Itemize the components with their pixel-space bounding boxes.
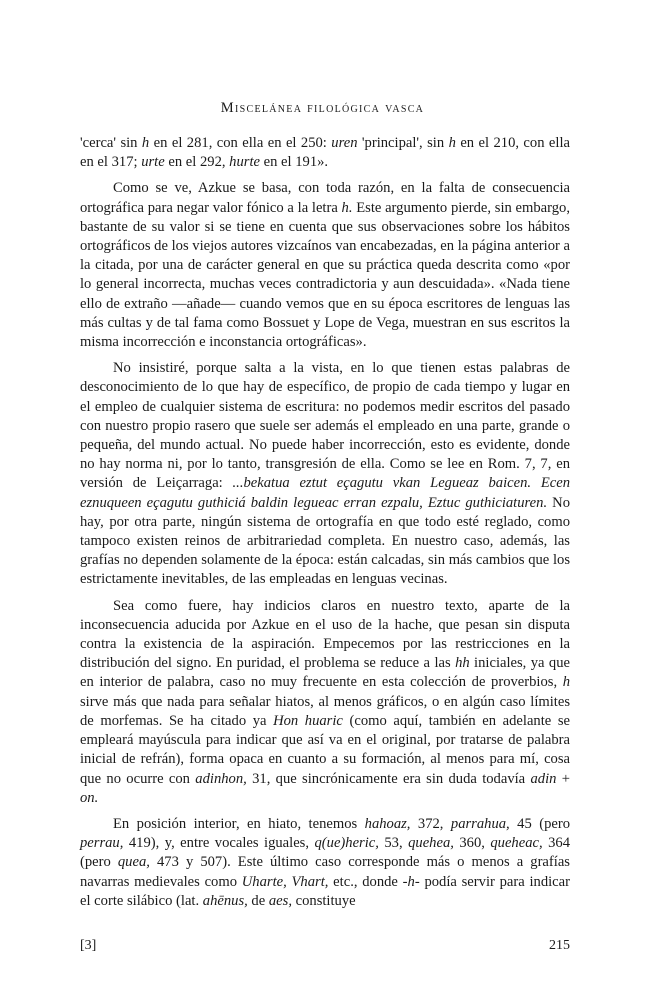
italic-text-segment: hurte xyxy=(229,154,260,171)
text-segment: 372, xyxy=(410,815,451,832)
text-segment: 360, xyxy=(453,835,491,852)
text-segment: (como aquí, también en adelante se empleará mayúscula para indicar que así va en el original, por tratarse de palabra inicial de refrán), forma opaca en cuanto a su formación, al menos para mí, cosa que no ocurre con xyxy=(80,712,571,787)
text-segment: etc., donde - xyxy=(328,873,408,890)
paragraph xyxy=(80,359,570,589)
italic-text-segment: h xyxy=(407,873,415,890)
text-segment: Este argumento pierde, sin embargo, bastante de su valor si se tiene en cuenta que sus observaciones sobre los hábitos ortográficos de los viejos autores vizcaínos van encabezadas, en la página anterior a la citada, por una de carácter general en que su práctica queda descrita como «por lo general incorrecta, muchas veces contradictoria y aun descuidada». «Nada tiene ello de extraño —añade— cuando vemos que en su época escritores de lenguas las más cultas y de tal fama como Bossuet y Lope de Vega, muestran en sus escritos la misma incorrección e inconstancia ortográficas». xyxy=(80,199,570,351)
text-segment: Como se ve, Azkue se basa, con toda razón, en la falta de consecuencia ortográfica para negar valor fónico a la letra xyxy=(80,180,570,216)
italic-text-segment: q(ue)heric, xyxy=(314,835,379,852)
page-number: 215 xyxy=(549,938,570,953)
italic-text-segment: hh xyxy=(455,655,470,672)
text-segment: 'cerca' sin xyxy=(80,135,142,151)
italic-text-segment: aes, xyxy=(268,892,292,909)
italic-text-segment: adinhon, xyxy=(195,770,247,787)
text-segment: iniciales, ya que en interior de palabra, caso no muy frecuente en esta colección de proverbios, xyxy=(80,655,570,691)
text-segment: 53, xyxy=(378,835,409,852)
section-number: [3] xyxy=(80,938,97,953)
text-segment: 'principal', sin xyxy=(357,135,449,151)
text-segment: en el 292, xyxy=(164,154,230,171)
text-segment: en el 191». xyxy=(259,154,329,171)
italic-text-segment: Uharte, Vhart, xyxy=(241,873,329,890)
paragraph xyxy=(80,179,570,352)
italic-text-segment: h. xyxy=(341,199,353,216)
italic-text-segment: perrau, xyxy=(80,835,124,852)
italic-text-segment: uren xyxy=(331,135,358,151)
italic-text-segment: ahēnus, xyxy=(202,892,248,909)
italic-text-segment: h xyxy=(141,135,150,151)
italic-text-segment: urte xyxy=(141,154,165,171)
text-segment: Sea como fuere, hay indicios claros en nuestro texto, aparte de la inconsecuencia aducida por Azkue en el uso de la hache, que pesan sin disputa contra la existencia de la aspiración. Empecemos por las restricciones en la distribución del signo. En puridad, el problema se reduce a las xyxy=(80,597,570,672)
text-segment: en el 210, con ella en el 317; xyxy=(80,135,570,171)
text-segment: en el 281, con ella en el 250: xyxy=(149,135,332,151)
italic-text-segment: hahoaz, xyxy=(364,815,411,832)
text-segment: En posición interior, en hiato, tenemos xyxy=(113,815,365,832)
text-segment: No hay, por otra parte, ningún sistema de ortografía en que todo esté reglado, como tampoco existen reinos de arbitrariedad completa. En nuestro caso, además, las grafías no dependen solamente de la época: están calcadas, sin más cambios que los estrictamente inevitables, de las empleadas en lenguas vecinas. xyxy=(80,494,570,588)
text-segment: No insistiré, porque salta a la vista, en lo que tienen estas palabras de desconocimiento de lo que hay de específico, de propio de cada tiempo y lugar en el empleo de cualquier sistema de escritura: no podemos medir escritos del pasado con nuestro propio rasero que suele ser además el empleado en una parte, grande o pequeña, del mundo actual. No puede haber incorrección, esto es evidente, donde no hay norma ni, por lo tanto, transgresión de ella. Como se lee en Rom. 7, 7, en versión de Leiçarraga: xyxy=(80,360,570,492)
italic-text-segment: Hon huaric xyxy=(273,712,343,729)
italic-text-segment: parrahua, xyxy=(450,815,510,832)
italic-text-segment: h xyxy=(448,135,456,151)
paragraph xyxy=(80,597,570,808)
body-text xyxy=(80,134,570,911)
text-segment: 473 y 507). Este último caso corresponde más o menos a grafías navarras medievales como xyxy=(80,854,570,890)
running-title: Miscelánea filológica vasca xyxy=(220,100,425,116)
italic-text-segment: h xyxy=(562,674,570,691)
text-segment: 419), y, entre vocales iguales, xyxy=(123,835,315,852)
text-segment: + xyxy=(556,770,570,787)
paragraph xyxy=(80,815,570,911)
italic-text-segment: quea, xyxy=(117,854,150,871)
italic-text-segment: adin xyxy=(530,770,557,787)
text-segment: 31, que sincrónicamente era sin duda todavía xyxy=(246,770,531,787)
text-segment: - podía servir para indicar el corte silábico (lat. xyxy=(80,873,570,909)
text-segment: 364 (pero xyxy=(80,835,570,871)
italic-text-segment: on. xyxy=(80,789,99,806)
text-segment: 45 (pero xyxy=(509,815,570,832)
italic-text-segment: quehea, xyxy=(408,835,454,852)
text-segment: constituye xyxy=(291,892,356,909)
italic-text-segment: queheac, xyxy=(490,835,543,852)
text-segment: sirve más que nada para señalar hiatos, al menos gráficos, o en algún caso límites de morfemas. Se ha citado ya xyxy=(80,693,570,729)
paragraph xyxy=(80,134,570,172)
text-segment: de xyxy=(247,892,269,909)
italic-text-segment: ...bekatua eztut eçagutu vkan Legueaz baicen. Ecen eznuqueen eçagutu guthiciá baldin legueac erran ezpalu, Eztuc guthiciaturen. xyxy=(80,475,571,511)
